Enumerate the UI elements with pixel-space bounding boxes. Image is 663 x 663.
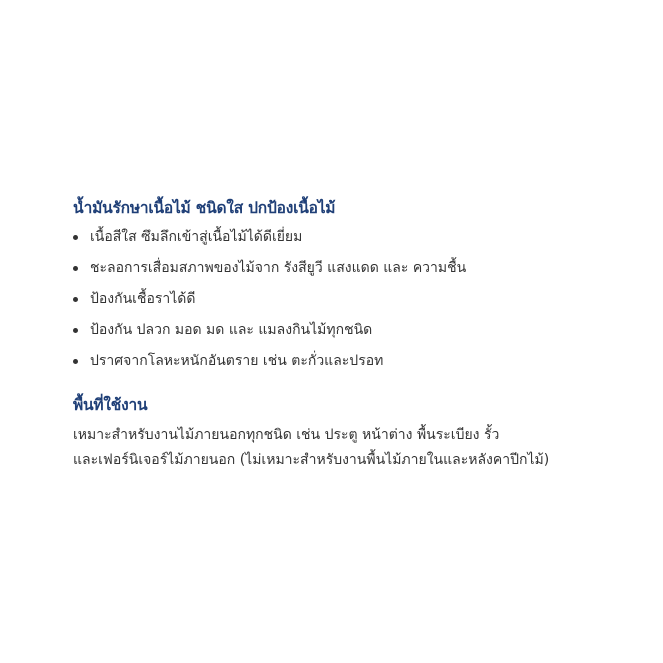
feature-item xyxy=(73,319,633,350)
usage-heading: พื้นที่ใช้งาน xyxy=(73,396,148,414)
feature-item xyxy=(73,288,633,319)
usage-paragraph xyxy=(73,423,633,473)
bullet-icon xyxy=(73,266,78,271)
usage-line: เหมาะสำหรับงานไม้ภายนอกทุกชนิด เช่น ประตู หน้าต่าง พื้นระเบียง รั้ว xyxy=(73,427,500,443)
usage-line: และเฟอร์นิเจอร์ไม้ภายนอก (ไม่เหมาะสำหรับงานพื้นไม้ภายในและหลังคาปีกไม้) xyxy=(73,452,550,468)
bullet-icon xyxy=(73,328,78,333)
bullet-icon xyxy=(73,297,78,302)
feature-item xyxy=(73,350,633,381)
feature-text: ปราศจากโลหะหนักอันตราย เช่น ตะกั่วและปรอท xyxy=(90,353,384,369)
bullet-icon xyxy=(73,359,78,364)
product-heading: น้ำมันรักษาเนื้อไม้ ชนิดใส ปกป้องเนื้อไม้ xyxy=(73,199,336,217)
bullet-icon xyxy=(73,235,78,240)
feature-item xyxy=(73,226,633,257)
feature-item xyxy=(73,257,633,288)
feature-list xyxy=(73,226,633,381)
product-description xyxy=(73,196,633,473)
feature-text: ป้องกันเชื้อราได้ดี xyxy=(90,291,196,307)
feature-text: ชะลอการเสื่อมสภาพของไม้จาก รังสียูวี แสงแดด และ ความชื้น xyxy=(90,260,467,276)
feature-text: ป้องกัน ปลวก มอด มด และ แมลงกินไม้ทุกชนิด xyxy=(90,322,373,338)
feature-text: เนื้อสีใส ซึมลึกเข้าสู่เนื้อไม้ได้ดีเยี่ยม xyxy=(90,229,303,245)
